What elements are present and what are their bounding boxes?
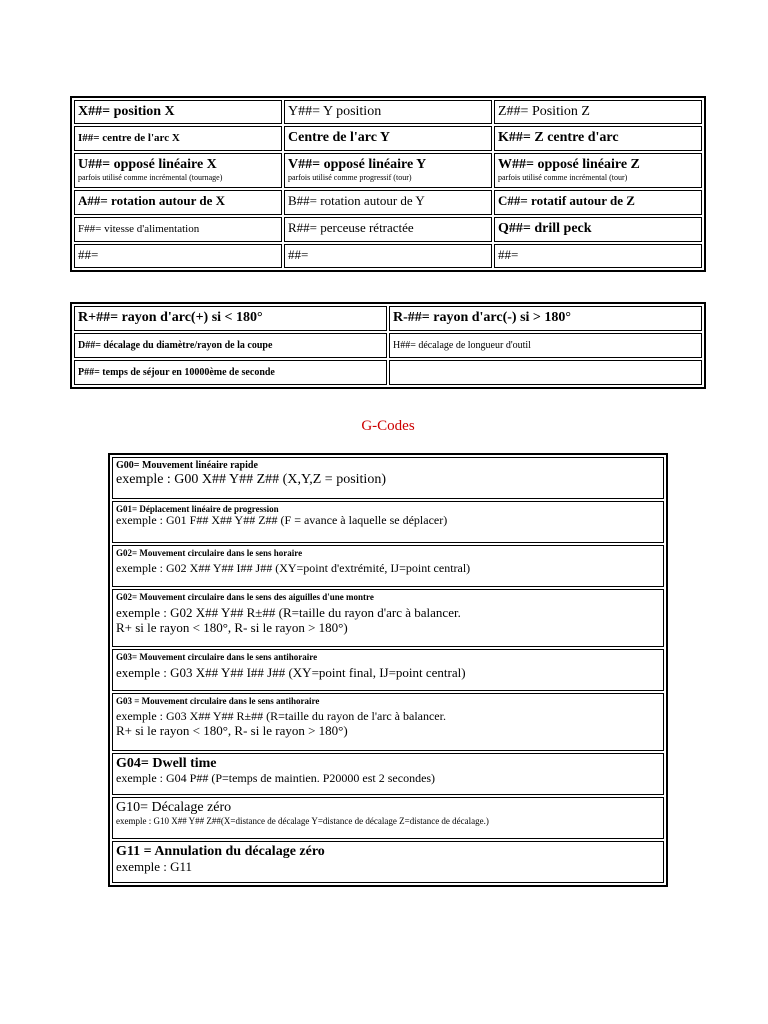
gcode-g03-ij: G03= Mouvement circulaire dans le sens antihoraire exemple : G03 X## Y## I## J## (XY=point final, IJ=point central) [112,649,664,691]
cell-blank [389,360,702,385]
cell-empty-3: ##= [494,244,702,268]
cell-f: F##= vitesse d'alimentation [74,217,282,242]
radius-offset-table [70,302,706,389]
gcode-g10: G10= Décalage zéro exemple : G10 X## Y## Z##(X=distance de décalage Y=distance de décalage Z=distance de décalage.) [112,797,664,839]
gcodes-table [108,453,668,887]
gcode-g00: G00= Mouvement linéaire rapide exemple : G00 X## Y## Z## (X,Y,Z = position) [112,457,664,499]
cell-empty-2: ##= [284,244,492,268]
cell-w: W##= opposé linéaire Z parfois utilisé comme incrémental (tour) [494,153,702,188]
cell-q: Q##= drill peck [494,217,702,242]
cell-empty-1: ##= [74,244,282,268]
gcode-g04: G04= Dwell time exemple : G04 P## (P=temps de maintien. P20000 est 2 secondes) [112,753,664,795]
cell-k: K##= Z centre d'arc [494,126,702,151]
cell-i: I##= centre de l'arc X [74,126,282,151]
cell-p: P##= temps de séjour en 10000ème de seconde [74,360,387,385]
cell-r-minus: R-##= rayon d'arc(-) si > 180° [389,306,702,331]
gcode-g11: G11 = Annulation du décalage zéro exemple : G11 [112,841,664,883]
cell-x: X##= position X [74,100,282,124]
cell-h: H##= décalage de longueur d'outil [389,333,702,358]
cell-c: C##= rotatif autour de Z [494,190,702,215]
cell-u: U##= opposé linéaire X parfois utilisé comme incrémental (tournage) [74,153,282,188]
cell-a: A##= rotation autour de X [74,190,282,215]
cell-z: Z##= Position Z [494,100,702,124]
gcode-g03-r: G03 = Mouvement circulaire dans le sens antihoraire exemple : G03 X## Y## R±## (R=taille du rayon de l'arc à balancer. R+ si le rayon < 180°, R- si le rayon > 180°) [112,693,664,751]
gcode-g01: G01= Déplacement linéaire de progression exemple : G01 F## X## Y## Z## (F = avance à laquelle se déplacer) [112,501,664,543]
cell-y: Y##= Y position [284,100,492,124]
cell-v: V##= opposé linéaire Y parfois utilisé comme progressif (tour) [284,153,492,188]
axis-words-table [70,96,706,272]
cell-b: B##= rotation autour de Y [284,190,492,215]
gcodes-title: G-Codes [361,418,415,434]
cell-d: D##= décalage du diamètre/rayon de la coupe [74,333,387,358]
gcode-g02-ij: G02= Mouvement circulaire dans le sens horaire exemple : G02 X## Y## I## J## (XY=point d'extrémité, IJ=point central) [112,545,664,587]
gcode-g02-r: G02= Mouvement circulaire dans le sens des aiguilles d'une montre exemple : G02 X## Y## R±## (R=taille du rayon d'arc à balancer. R+ si le rayon < 180°, R- si le rayon > 180°) [112,589,664,647]
cell-r-plus: R+##= rayon d'arc(+) si < 180° [74,306,387,331]
cell-r: R##= perceuse rétractée [284,217,492,242]
cell-j: Centre de l'arc Y [284,126,492,151]
